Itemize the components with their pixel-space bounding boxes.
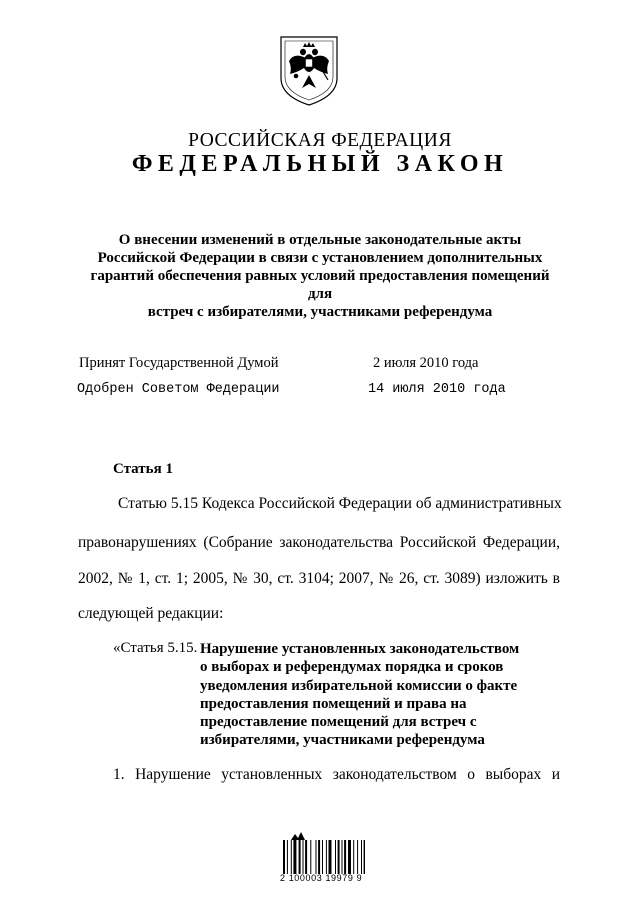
barcode-number: 2 100003 19979 9 [280, 873, 363, 883]
item-1-text: 1. Нарушение установленных законодательством о выборах и [113, 766, 560, 783]
quoted-title-line: избирателями, участниками референдума [200, 732, 485, 749]
quoted-title-line: предоставление помещений для встреч с [200, 714, 477, 731]
article-paragraph-line: Статью 5.15 Кодекса Российской Федерации об административных [118, 495, 562, 512]
duma-adoption-label: Принят Государственной Думой [79, 355, 279, 371]
document-type: ФЕДЕРАЛЬНЫЙ ЗАКОН [131, 151, 509, 177]
article-paragraph-line: правонарушениях (Собрание законодательства Российской Федерации, [78, 534, 560, 551]
article-paragraph-line: следующей редакции: [78, 605, 224, 622]
law-title-line: О внесении изменений в отдельные законодательные акты [118, 232, 522, 248]
article-paragraph-line: 2002, № 1, ст. 1; 2005, № 30, ст. 3104; 2007, № 26, ст. 3089) изложить в [78, 570, 560, 587]
quoted-title-line: уведомления избирательной комиссии о факте [200, 677, 518, 694]
law-title-line: гарантий обеспечения равных условий предоставления помещений для [90, 268, 550, 302]
council-approval-label: Одобрен Советом Федерации [77, 382, 280, 397]
quoted-article-title [200, 640, 560, 750]
quoted-title-line: о выборах и референдумах порядка и сроков [200, 659, 504, 676]
article-heading: Статья 1 [113, 461, 173, 477]
quoted-title-line: Нарушение установленных законодательством [200, 641, 520, 657]
barcode-icon [283, 840, 365, 874]
law-title [80, 231, 560, 321]
barcode-mark-icon [291, 832, 305, 840]
law-title-line: встреч с избирателями, участниками референдума [147, 304, 493, 320]
country-name: РОССИЙСКАЯ ФЕДЕРАЦИЯ [188, 130, 452, 151]
law-title-line: Российской Федерации в связи с установлением дополнительных [97, 250, 543, 266]
council-approval-date: 14 июля 2010 года [368, 382, 506, 397]
duma-adoption-date: 2 июля 2010 года [373, 355, 479, 371]
coat-of-arms-emblem [276, 34, 342, 108]
quoted-article-label: «Статья 5.15. [113, 640, 198, 656]
quoted-title-line: предоставления помещений и права на [200, 695, 467, 712]
